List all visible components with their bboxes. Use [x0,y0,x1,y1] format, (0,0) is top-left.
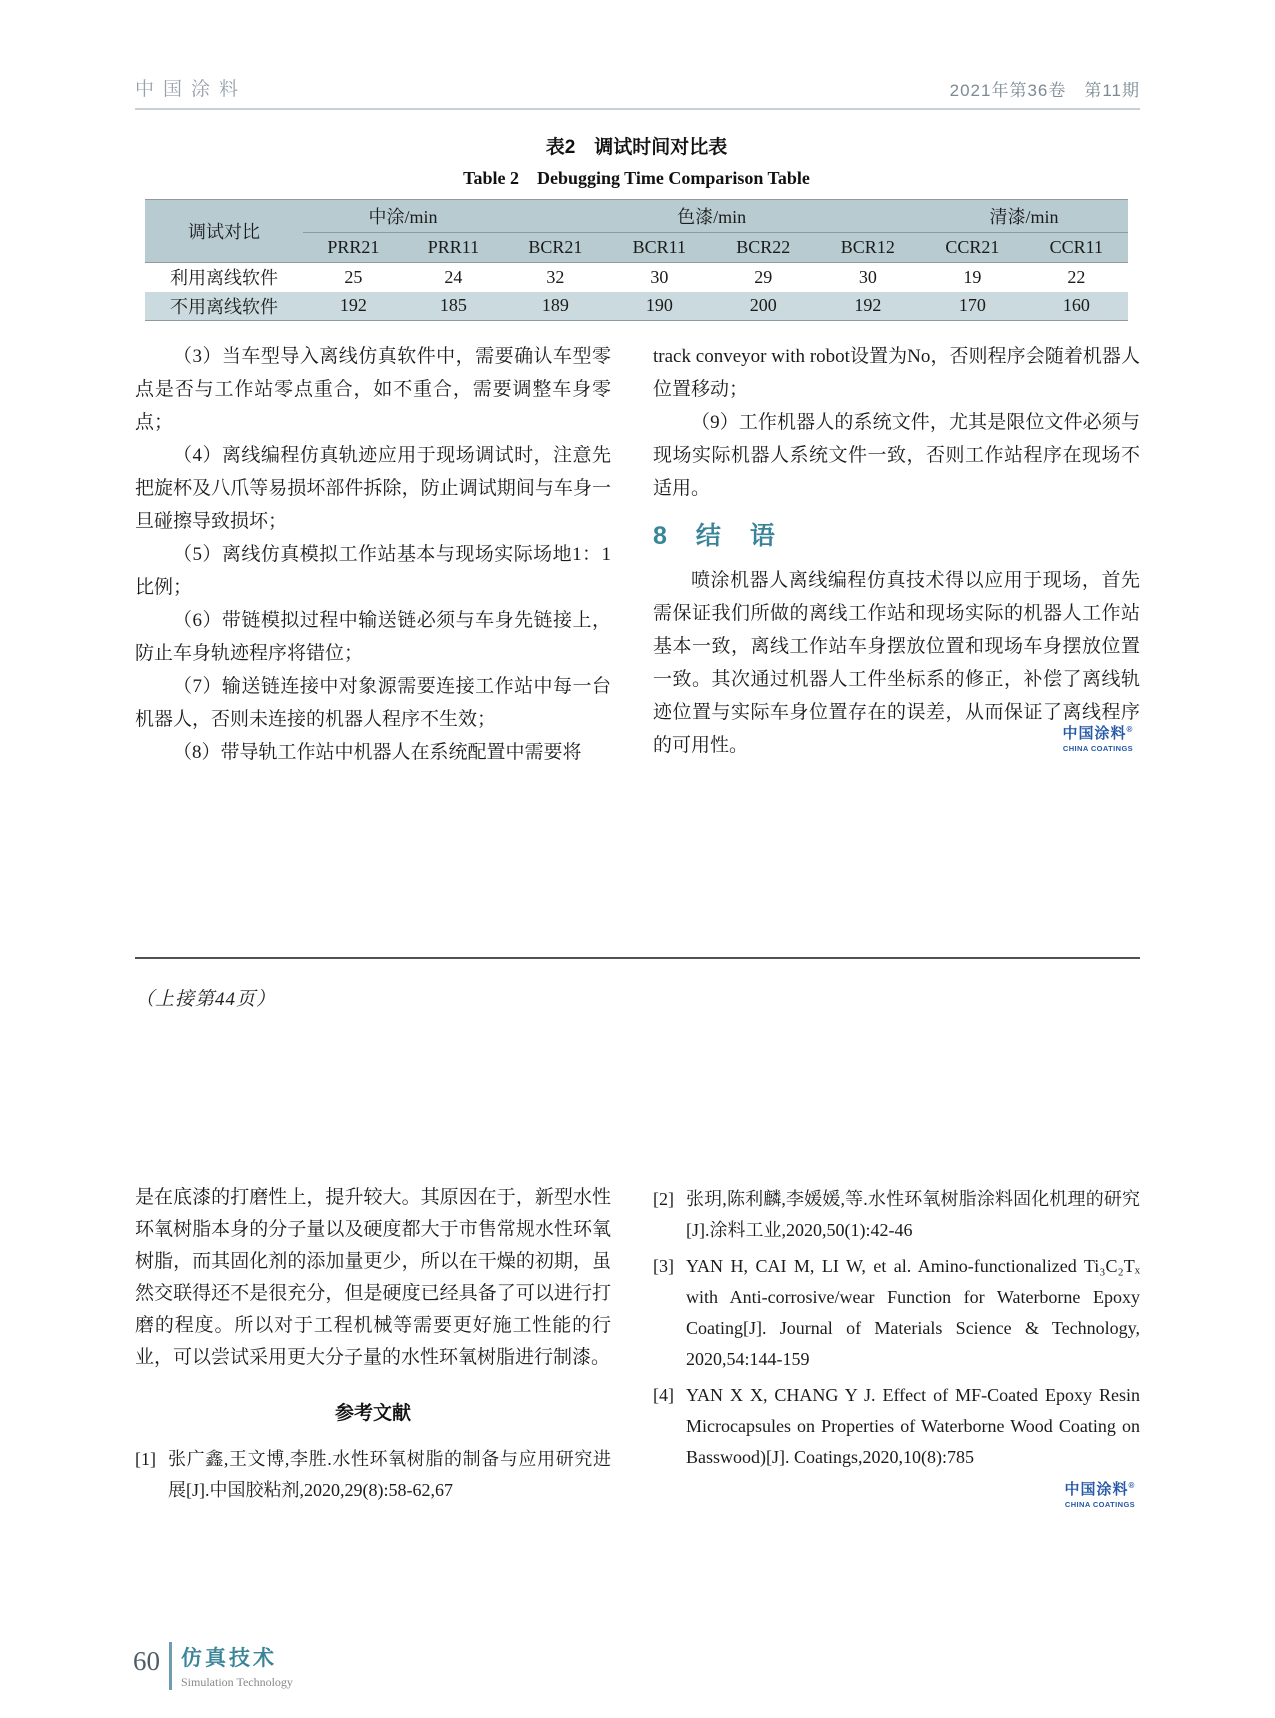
continued-paragraph: 是在底漆的打磨性上，提升较大。其原因在于，新型水性环氧树脂本身的分子量以及硬度都大于市售常规水性环氧树脂，而其固化剂的添加量更少，所以在干燥的初期，虽然交联得还不是很充分，但是硬度已经具备了可以进行打磨的程度。所以对于工程机械等需要更好施工性能的行业，可以尝试采用更大分子量的水性环氧树脂进行制漆。 [135,1187,611,1368]
registered-mark: ® [1128,1481,1136,1490]
table-row [145,263,1128,292]
col-header-bcr11: BCR11 [632,237,686,257]
china-coatings-logo [1058,1482,1142,1509]
logo-en-text: CHINA COATINGS [1062,743,1134,753]
reference-text: 张广鑫,王文博,李胜.水性环氧树脂的制备与应用研究进展[J].中国胶粘剂,2020,29(8):58-62,67 [168,1449,611,1500]
cell: 25 [344,266,363,287]
col-header-prr11: PRR11 [427,237,480,257]
cell: 32 [546,266,565,287]
cell: 192 [854,295,882,316]
cell: 190 [645,295,673,316]
cell: 170 [958,295,986,316]
cell: 30 [650,266,669,287]
row-label: 不用离线软件 [170,296,278,317]
article-divider [135,957,1140,959]
article2-left-column [135,1182,611,1511]
table-group-clearcoat: 清漆/min [920,200,1128,233]
conclusion-paragraph: 喷涂机器人离线编程仿真技术得以应用于现场，首先需保证我们所做的离线工作站和现场实际的机器人工作站基本一致，离线工作站车身摆放位置和现场车身摆放位置一致。其次通过机器人工件坐标系的修正，补偿了离线轨迹位置与实际车身位置存在的误差，从而保证了离线程序的可用性。 [653,570,1140,756]
paragraph-item8-continued: track conveyor with robot设置为No，否则程序会随着机器人位置移动； [653,346,1140,400]
footer-section-labels [181,1642,293,1690]
col-header-bcr12: BCR12 [840,237,895,257]
reference-item [653,1380,1140,1473]
reference-text: YAN X X, CHANG Y J. Effect of MF-Coated Epoxy Resin Microcapsules on Properties of Waterborne Wood Coating on Basswood)[J]. Coatings,2020,10(8):785 [686,1385,1140,1467]
table-group-midcoat: 中涂/min [303,200,503,233]
reference-item [653,1251,1140,1375]
registered-mark: ® [1126,725,1134,734]
reference-id: [3] [653,1256,674,1276]
reference-item [135,1444,611,1506]
paragraph-item8: （8）带导轨工作站中机器人在系统配置中需要将 [173,742,582,763]
footer-section-en: Simulation Technology [181,1675,293,1689]
col-header-bcr21: BCR21 [528,237,583,257]
reference-item [653,1184,1140,1246]
reference-text: YAN H, CAI M, LI W, et al. Amino-functionalized Ti₃C₂Tₓ with Anti-corrosive/wear Function for Waterborne Epoxy Coating[J]. Journal of Materials Science & Technology, 2020,54:144-159 [686,1256,1140,1369]
reference-id: [4] [653,1385,674,1405]
col-header-ccr11: CCR11 [1049,237,1104,257]
table-corner-header: 调试对比 [188,222,260,242]
col-header-bcr22: BCR22 [736,237,791,257]
cell: 30 [858,266,877,287]
logo-en-text: CHINA COATINGS [1064,1499,1136,1509]
cell: 200 [749,295,777,316]
row-label: 利用离线软件 [170,268,278,289]
article2-right-column [653,1184,1140,1478]
debugging-time-table [145,199,1128,321]
col-header-ccr21: CCR21 [945,237,1000,257]
reference-text: 张玥,陈利麟,李媛媛,等.水性环氧树脂涂料固化机理的研究[J].涂料工业,2020,50(1):42-46 [686,1189,1140,1240]
table-group-basecoat: 色漆/min [503,200,920,233]
table-title-en: Table 2 Debugging Time Comparison Table [463,168,810,188]
page-footer [133,1642,293,1690]
logo-cn-text: 中国涂料® [1062,725,1134,742]
paragraph-item5: （5）离线仿真模拟工作站基本与现场实际场地1：1比例； [135,544,611,598]
reference-id: [1] [135,1449,156,1469]
paragraph-item4: （4）离线编程仿真轨迹应用于现场调试时，注意先把旋杯及八爪等易损坏部件拆除，防止调试期间与车身一旦碰擦导致损坏； [135,445,611,532]
logo-cn-text: 中国涂料® [1064,1481,1136,1498]
cell: 192 [339,295,367,316]
article1-right-column [653,340,1140,762]
cell: 22 [1067,266,1086,287]
cell: 19 [963,266,982,287]
cell: 189 [541,295,569,316]
col-header-prr21: PRR21 [327,237,380,257]
references-title: 参考文献 [334,1403,411,1424]
table-body [145,263,1128,321]
journal-name: 中国涂料 [135,79,248,100]
cell: 160 [1062,295,1090,316]
issue-info: 2021年第36卷 第11期 [949,81,1140,100]
table-title-cn: 表2 调试时间对比表 [545,137,728,158]
table-block [145,132,1128,321]
reference-id: [2] [653,1189,674,1209]
page-number: 60 [133,1646,160,1676]
footer-section-cn: 仿真技术 [181,1647,277,1670]
footer-divider-bar [169,1642,172,1690]
table-row [145,292,1128,321]
table-group-row [145,200,1128,233]
table-head [145,200,1128,263]
cell: 29 [754,266,773,287]
paragraph-item7: （7）输送链连接中对象源需要连接工作站中每一台机器人，否则未连接的机器人程序不生效； [135,676,611,730]
paragraph-item9: （9）工作机器人的系统文件，尤其是限位文件必须与现场实际机器人系统文件一致，否则工作站程序在现场不适用。 [653,412,1140,499]
china-coatings-logo [1056,726,1140,753]
article1-left-column [135,340,611,769]
cell: 185 [439,295,467,316]
section-heading-conclusion: 8 结 语 [653,522,777,550]
paragraph-item3: （3）当车型导入离线仿真软件中，需要确认车型零点是否与工作站零点重合，如不重合，需要调整车身零点； [135,346,611,433]
page-header [135,74,1140,110]
paragraph-item6: （6）带链模拟过程中输送链必须与车身先链接上，防止车身轨迹程序将错位； [135,610,611,664]
cell: 24 [444,266,463,287]
continued-note: （上接第44页） [135,989,277,1010]
